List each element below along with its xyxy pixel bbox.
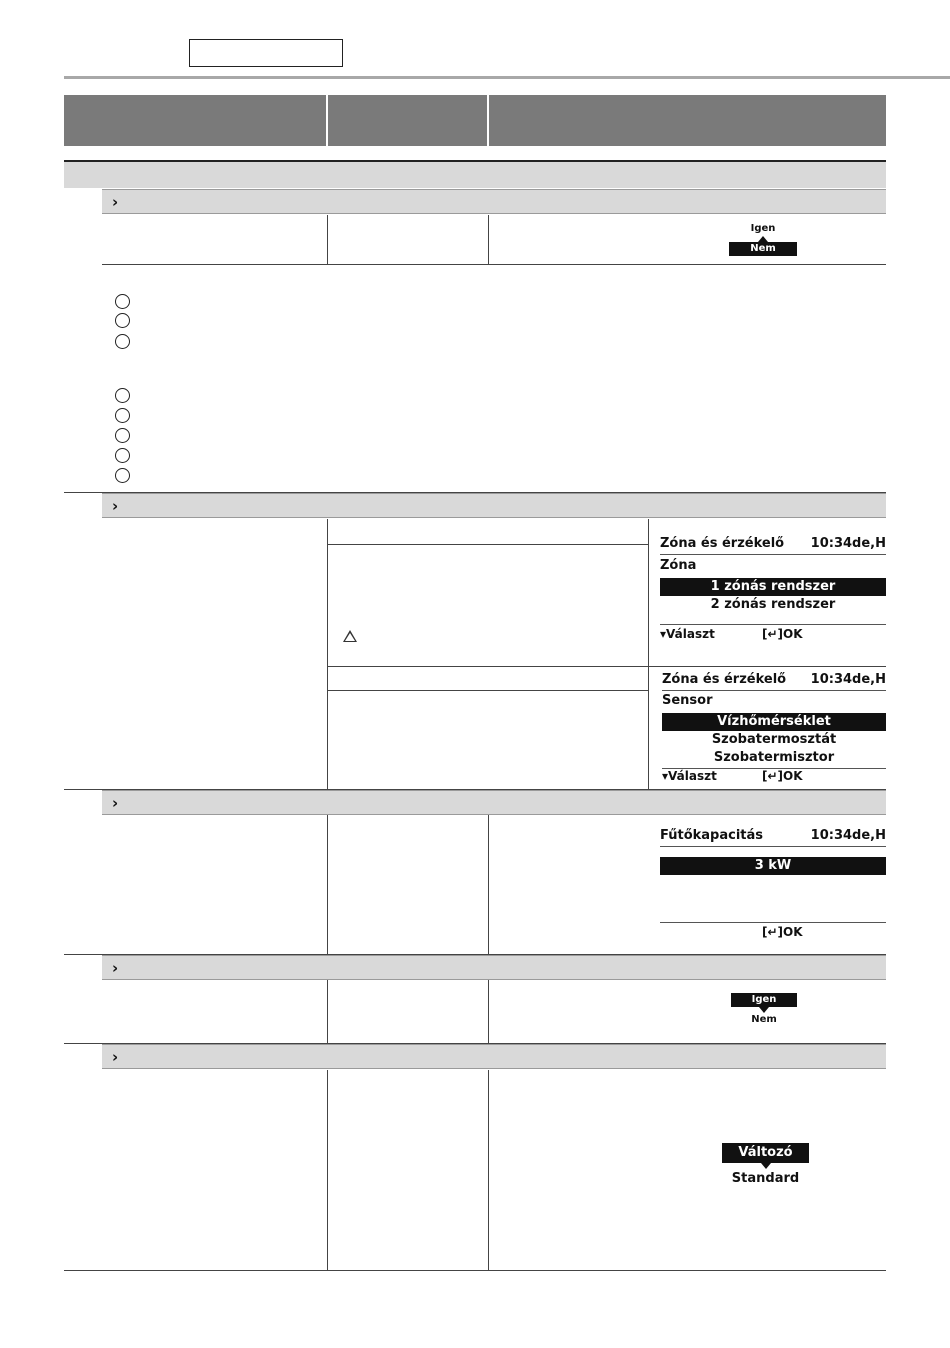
select-label: Választ — [668, 769, 717, 783]
screen-time: 10:34de,H — [810, 536, 886, 551]
col-divider — [488, 1070, 489, 1270]
section-bar — [64, 162, 886, 188]
option-selected: Vízhőmérséklet — [662, 713, 886, 731]
numbered-circle-icon — [115, 448, 130, 463]
col-divider — [488, 215, 489, 265]
zone-screen — [660, 536, 886, 645]
screen-title: Zóna és érzékelő — [662, 672, 787, 687]
top-rule — [64, 76, 950, 79]
capacity-value: 3 kW — [660, 857, 886, 875]
option-igen-selected: Igen — [731, 993, 797, 1007]
col-divider — [648, 519, 649, 789]
screen-subtitle: Zóna — [660, 558, 697, 573]
onoff-screen-top — [729, 222, 797, 256]
subsection-bar-3 — [102, 790, 886, 815]
col-divider — [488, 815, 489, 954]
screen-rule — [662, 690, 886, 691]
col-divider — [327, 519, 328, 789]
numbered-circle-icon — [115, 294, 130, 309]
subsection-bar-5 — [102, 1044, 886, 1069]
subsection-bar-1 — [102, 189, 886, 214]
option-nem: Nem — [751, 1014, 777, 1025]
option: 2 zónás rendszer — [710, 597, 836, 612]
row-rule — [327, 666, 886, 667]
onoff-screen-mid — [731, 993, 797, 1027]
ok-hint: [↵]OK — [762, 925, 803, 939]
numbered-circle-icon — [115, 334, 130, 349]
numbered-circle-icon — [115, 408, 130, 423]
numbered-circle-icon — [115, 428, 130, 443]
col-divider — [327, 815, 328, 954]
screen-time: 10:34de,H — [810, 672, 886, 687]
screen-rule — [660, 846, 886, 847]
numbered-circle-icon — [115, 313, 130, 328]
table-bottom-rule — [64, 1270, 886, 1271]
option: Szobatermisztor — [713, 750, 835, 765]
row-rule — [327, 544, 648, 545]
option-valtozo-selected: Változó — [722, 1143, 809, 1163]
col-divider — [488, 980, 489, 1043]
sensor-screen — [662, 672, 886, 787]
ok-hint: [↵]OK — [762, 627, 803, 641]
screen-subtitle: Sensor — [662, 693, 713, 708]
table-header-cell-3 — [489, 95, 886, 146]
subsection-bar-4 — [102, 955, 886, 980]
capacity-screen — [660, 828, 886, 943]
option-nem-selected: Nem — [729, 242, 797, 256]
col-divider — [327, 1070, 328, 1270]
screen-rule — [660, 554, 886, 555]
table-header-cell-1 — [64, 95, 326, 146]
select-label: Választ — [666, 627, 715, 641]
ok-hint: [↵]OK — [762, 769, 803, 783]
option: Szobatermosztát — [711, 732, 837, 747]
chapter-tab-box — [189, 39, 343, 67]
row-rule — [102, 264, 886, 265]
warning-triangle-inner — [345, 633, 355, 641]
select-hint: ▾Választ — [660, 627, 715, 641]
col-divider — [327, 980, 328, 1043]
screen-time: 10:34de,H — [810, 828, 886, 843]
option-standard: Standard — [731, 1171, 800, 1186]
subsection-bar-2 — [102, 493, 886, 518]
option-igen: Igen — [750, 223, 776, 234]
screen-rule — [660, 624, 886, 625]
row-rule — [327, 690, 648, 691]
numbered-circle-icon — [115, 468, 130, 483]
screen-rule — [660, 922, 886, 923]
select-hint: ▾Választ — [662, 769, 717, 783]
option-selected: 1 zónás rendszer — [660, 578, 886, 596]
chevron-icon: › — [112, 497, 119, 515]
variable-screen — [722, 1143, 809, 1189]
chevron-icon: › — [112, 794, 119, 812]
screen-title: Fűtőkapacitás — [660, 828, 764, 843]
chevron-icon: › — [112, 959, 119, 977]
numbered-circle-icon — [115, 388, 130, 403]
col-divider — [327, 215, 328, 265]
table-header-cell-2 — [328, 95, 487, 146]
screen-title: Zóna és érzékelő — [660, 536, 785, 551]
chevron-icon: › — [112, 193, 119, 211]
chevron-icon: › — [112, 1048, 119, 1066]
